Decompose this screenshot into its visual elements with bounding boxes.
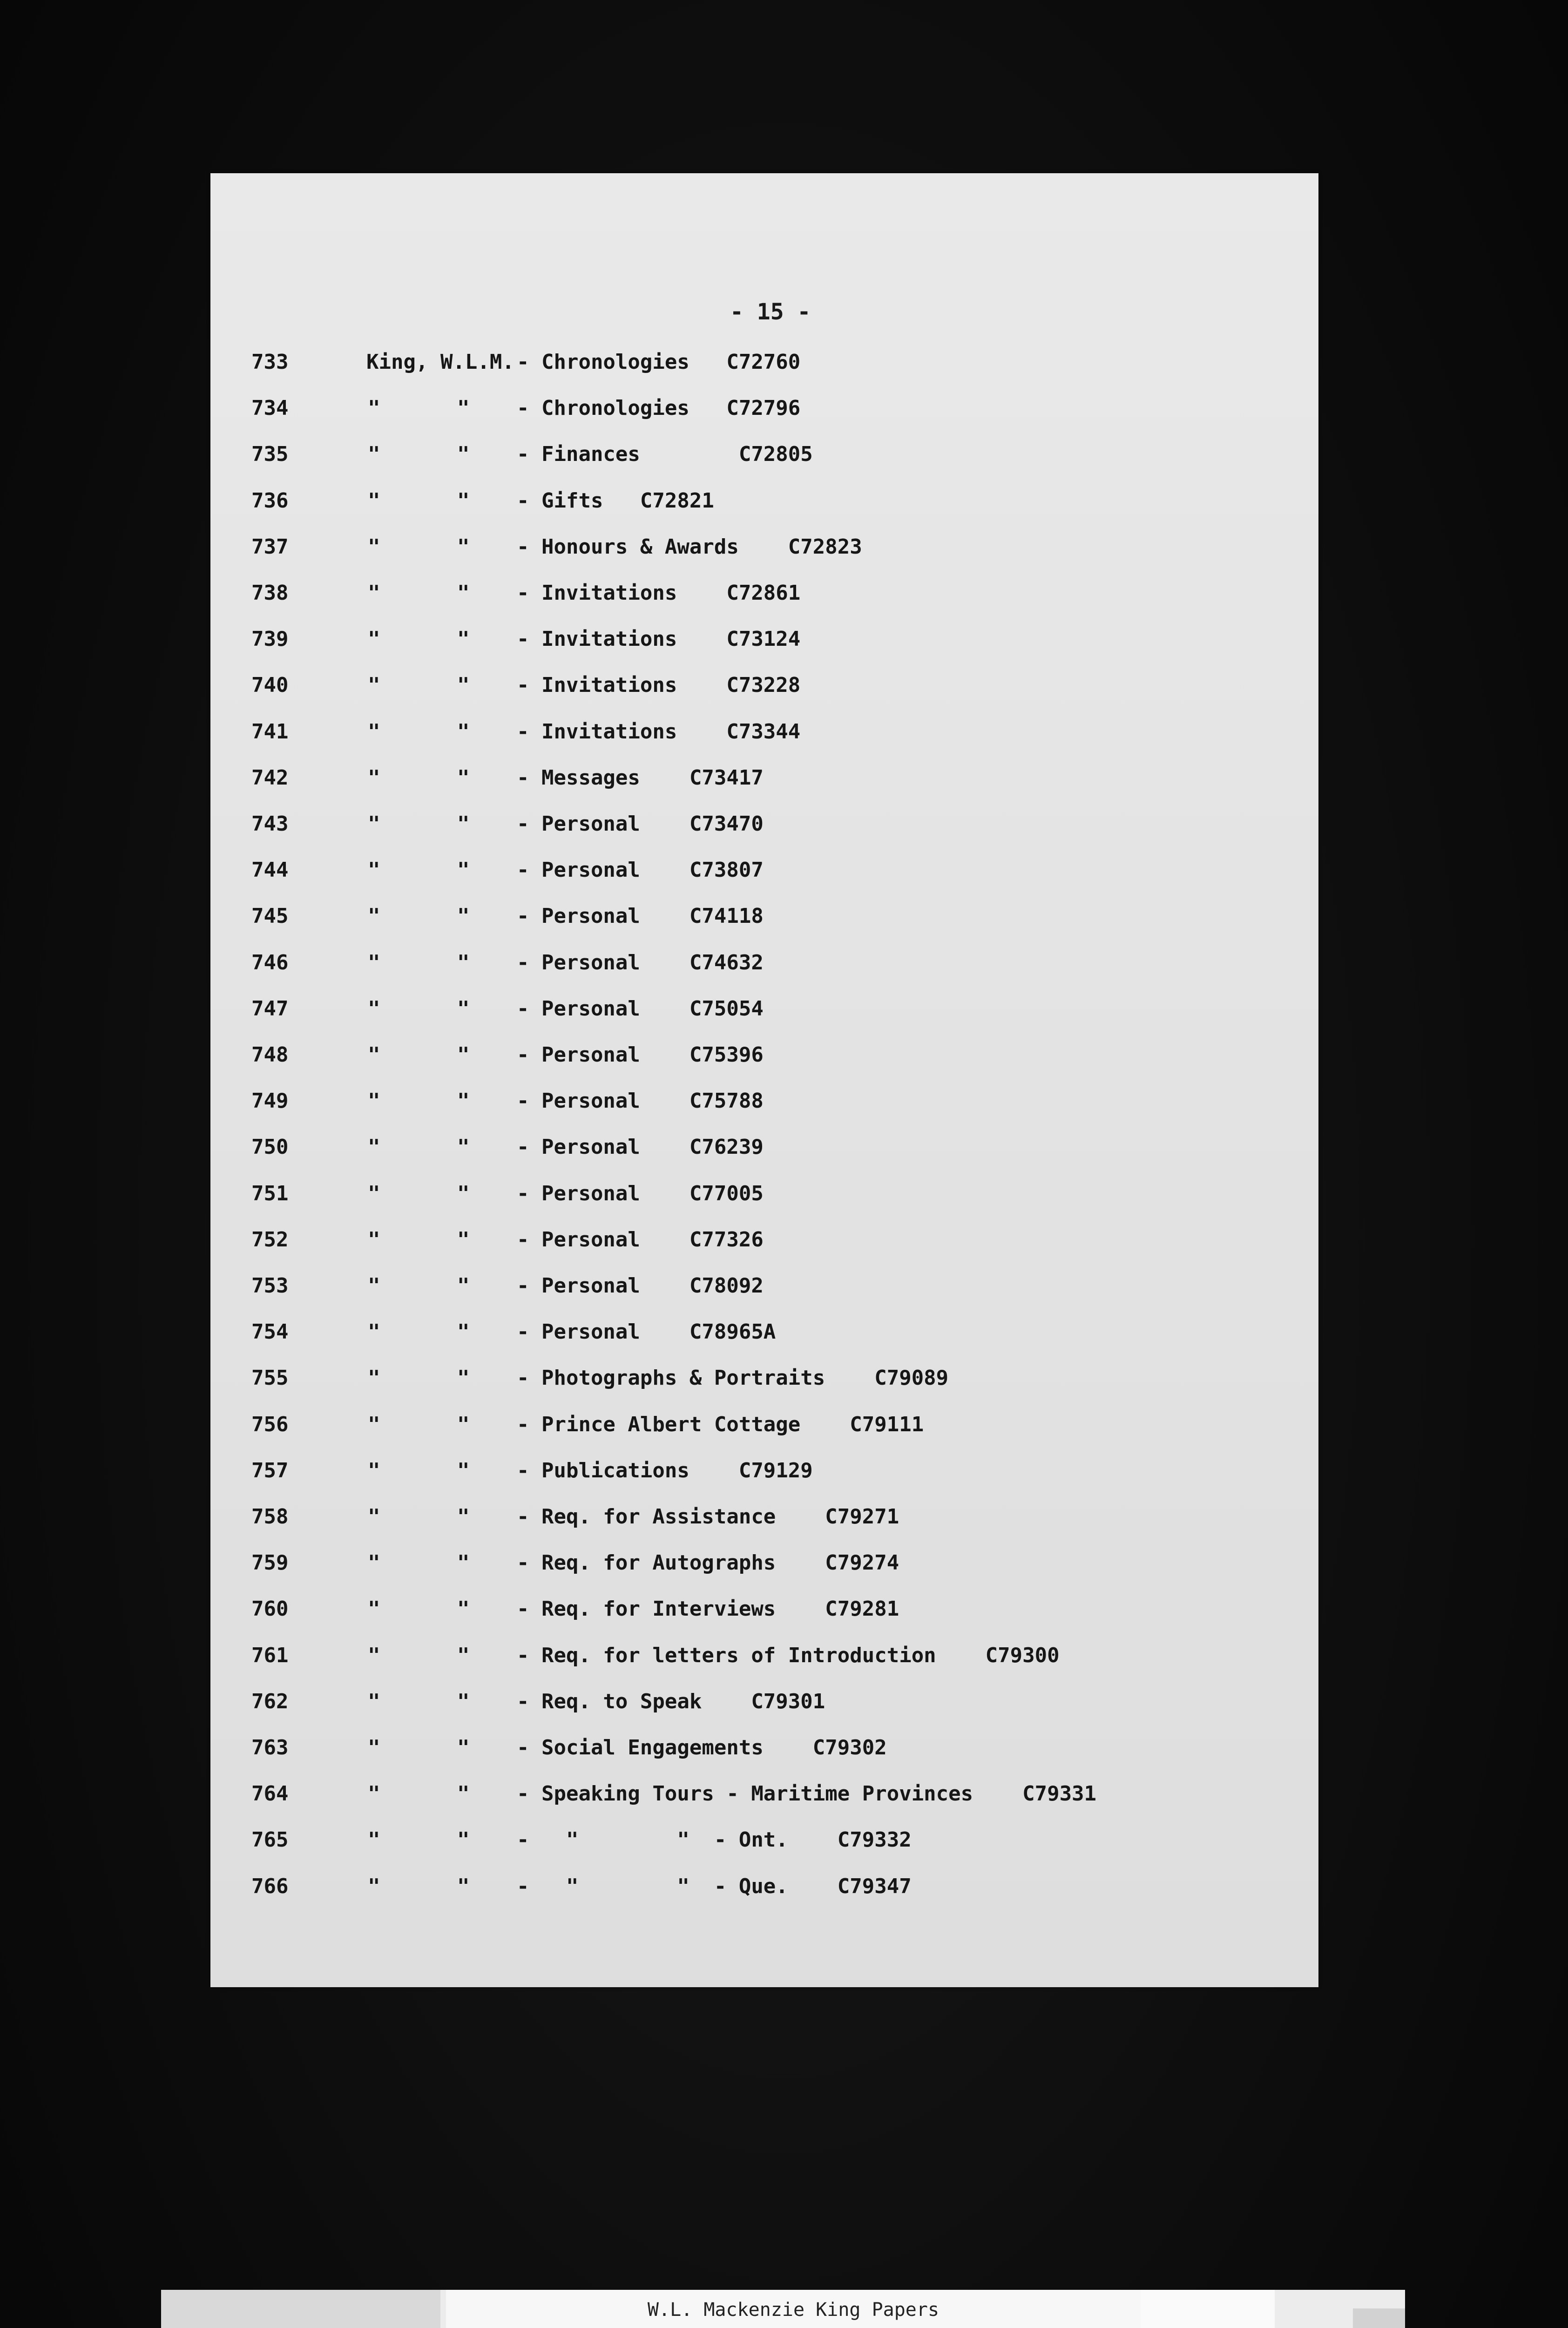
entry-number: 764 <box>251 1782 289 1806</box>
ditto-mark: " <box>368 1782 380 1806</box>
entry-subject: - Personal C78092 <box>517 1274 764 1298</box>
entry-number: 749 <box>251 1089 289 1113</box>
entry-number: 760 <box>251 1597 289 1621</box>
entry-number: 759 <box>251 1551 289 1575</box>
entry-subject: - Chronologies C72796 <box>517 396 801 420</box>
entry-number: 753 <box>251 1274 289 1298</box>
ditto-mark: " <box>457 1828 470 1852</box>
entry-subject: - Req. for letters of Introduction C79300 <box>517 1643 1060 1667</box>
index-entry <box>210 1644 1318 1681</box>
ditto-mark: " <box>457 1320 470 1344</box>
ditto-mark: " <box>457 442 470 467</box>
index-entry <box>210 766 1318 803</box>
index-entry <box>210 627 1318 664</box>
index-entry <box>210 1228 1318 1265</box>
ditto-mark: " <box>368 396 380 420</box>
ditto-mark: " <box>457 627 470 651</box>
page-number: - 15 - <box>730 299 811 325</box>
entry-subject: - Personal C78965A <box>517 1320 776 1344</box>
entry-number: 733 <box>251 350 289 374</box>
ditto-mark: " <box>457 535 470 559</box>
ditto-mark: " <box>368 1181 380 1205</box>
entry-number: 765 <box>251 1828 289 1852</box>
index-entry <box>210 350 1318 387</box>
entry-subject: - Honours & Awards C72823 <box>517 535 862 559</box>
index-entry <box>210 1690 1318 1727</box>
index-entry <box>210 812 1318 849</box>
ditto-mark: " <box>368 488 380 513</box>
entry-number: 754 <box>251 1320 289 1344</box>
label-tab <box>161 2290 440 2328</box>
entry-subject: - Personal C75788 <box>517 1089 764 1113</box>
entry-number: 738 <box>251 581 289 605</box>
ditto-mark: " <box>457 1089 470 1113</box>
entry-subject: - Invitations C72861 <box>517 581 801 605</box>
index-entry <box>210 720 1318 757</box>
index-entry <box>210 951 1318 988</box>
ditto-mark: " <box>457 1689 470 1713</box>
entry-subject: - Prince Albert Cottage C79111 <box>517 1412 924 1436</box>
entry-subject: - Personal C74118 <box>517 904 764 928</box>
index-entry <box>210 535 1318 572</box>
entry-subject: - Personal C77005 <box>517 1181 764 1205</box>
ditto-mark: " <box>368 1551 380 1575</box>
entry-number: 748 <box>251 1043 289 1067</box>
ditto-mark: " <box>368 950 380 975</box>
entry-subject: - Chronologies C72760 <box>517 350 801 374</box>
entry-subject: - Gifts C72821 <box>517 488 714 513</box>
ditto-mark: " <box>457 1874 470 1898</box>
entry-subject: - Speaking Tours - Maritime Provinces C79331 <box>517 1782 1097 1806</box>
ditto-mark: " <box>457 673 470 697</box>
ditto-mark: " <box>368 535 380 559</box>
ditto-mark: " <box>368 1227 380 1252</box>
entry-subject: - Personal C75396 <box>517 1043 764 1067</box>
ditto-mark: " <box>368 1089 380 1113</box>
index-entry <box>210 489 1318 526</box>
index-entry <box>210 581 1318 618</box>
ditto-mark: " <box>457 1505 470 1529</box>
entry-number: 750 <box>251 1135 289 1159</box>
entry-subject: - Personal C73807 <box>517 858 764 882</box>
entry-number: 762 <box>251 1689 289 1713</box>
ditto-mark: " <box>368 1274 380 1298</box>
entry-number: 751 <box>251 1181 289 1205</box>
entry-number: 743 <box>251 812 289 836</box>
ditto-mark: " <box>368 1828 380 1852</box>
entry-subject: - Personal C76239 <box>517 1135 764 1159</box>
entry-subject: - Req. for Interviews C79281 <box>517 1597 899 1621</box>
index-entry <box>210 858 1318 895</box>
entry-number: 735 <box>251 442 289 467</box>
ditto-mark: " <box>368 1874 380 1898</box>
ditto-mark: " <box>368 1597 380 1621</box>
ditto-mark: " <box>457 1782 470 1806</box>
ditto-mark: " <box>368 858 380 882</box>
entry-number: 740 <box>251 673 289 697</box>
entry-number: 755 <box>251 1366 289 1390</box>
entry-subject: - Req. for Assistance C79271 <box>517 1505 899 1529</box>
ditto-mark: " <box>457 1458 470 1482</box>
ditto-mark: " <box>457 1274 470 1298</box>
ditto-mark: " <box>368 1366 380 1390</box>
entry-subject: - Personal C75054 <box>517 996 764 1021</box>
entry-number: 756 <box>251 1412 289 1436</box>
index-entry <box>210 1274 1318 1311</box>
entry-number: 742 <box>251 765 289 790</box>
index-entry <box>210 1551 1318 1588</box>
ditto-mark: " <box>457 1597 470 1621</box>
ditto-mark: " <box>457 1412 470 1436</box>
ditto-mark: " <box>368 673 380 697</box>
entry-number: 745 <box>251 904 289 928</box>
entry-subject: - " " - Ont. C79332 <box>517 1828 912 1852</box>
entry-subject: - Finances C72805 <box>517 442 813 467</box>
ditto-mark: " <box>368 581 380 605</box>
entry-number: 746 <box>251 950 289 975</box>
index-entry <box>210 1875 1318 1912</box>
ditto-mark: " <box>457 996 470 1021</box>
entry-number: 736 <box>251 488 289 513</box>
ditto-mark: " <box>457 1643 470 1667</box>
entry-subject: - Invitations C73344 <box>517 719 801 744</box>
collection-name: W.L. Mackenzie King Papers <box>647 2299 939 2321</box>
ditto-mark: " <box>457 950 470 975</box>
entry-number: 761 <box>251 1643 289 1667</box>
ditto-mark: " <box>368 442 380 467</box>
entry-number: 747 <box>251 996 289 1021</box>
ditto-mark: " <box>457 1366 470 1390</box>
entry-subject: - Social Engagements C79302 <box>517 1736 887 1760</box>
index-entry <box>210 1043 1318 1080</box>
document-page <box>210 173 1318 1987</box>
ditto-mark: " <box>368 1412 380 1436</box>
collection-strip <box>446 2290 1141 2328</box>
entry-number: 766 <box>251 1874 289 1898</box>
index-entry <box>210 1736 1318 1773</box>
index-entry <box>210 1828 1318 1865</box>
entry-number: 758 <box>251 1505 289 1529</box>
ditto-mark: " <box>457 396 470 420</box>
index-entry <box>210 1505 1318 1542</box>
index-entry <box>210 1135 1318 1172</box>
index-entry <box>210 673 1318 711</box>
index-entry <box>210 396 1318 433</box>
ditto-mark: " <box>368 719 380 744</box>
index-entry <box>210 1597 1318 1634</box>
entry-number: 763 <box>251 1736 289 1760</box>
entry-subject: - Req. for Autographs C79274 <box>517 1551 899 1575</box>
index-entry <box>210 1459 1318 1496</box>
entry-name: King, W.L.M. <box>366 350 514 374</box>
index-entry <box>210 1366 1318 1403</box>
index-entry <box>210 1782 1318 1819</box>
entry-number: 757 <box>251 1458 289 1482</box>
ditto-mark: " <box>457 488 470 513</box>
ditto-mark: " <box>368 1043 380 1067</box>
ditto-mark: " <box>457 1135 470 1159</box>
ditto-mark: " <box>368 627 380 651</box>
ditto-mark: " <box>368 1643 380 1667</box>
label-tab <box>1141 2290 1275 2328</box>
ditto-mark: " <box>368 1736 380 1760</box>
entry-subject: - Invitations C73228 <box>517 673 801 697</box>
ditto-mark: " <box>368 1135 380 1159</box>
ditto-mark: " <box>368 1505 380 1529</box>
entry-subject: - Personal C77326 <box>517 1227 764 1252</box>
ditto-mark: " <box>368 1689 380 1713</box>
ditto-mark: " <box>457 1736 470 1760</box>
index-entry <box>210 1182 1318 1219</box>
entry-number: 741 <box>251 719 289 744</box>
ditto-mark: " <box>457 719 470 744</box>
entry-number: 744 <box>251 858 289 882</box>
ditto-mark: " <box>457 581 470 605</box>
ditto-mark: " <box>368 996 380 1021</box>
index-entry <box>210 997 1318 1034</box>
index-entry <box>210 904 1318 941</box>
index-entry <box>210 1089 1318 1126</box>
archive-label-card <box>161 2290 1405 2328</box>
index-entry <box>210 1413 1318 1450</box>
entry-subject: - Req. to Speak C79301 <box>517 1689 825 1713</box>
entry-subject: - Personal C73470 <box>517 812 764 836</box>
entry-subject: - Publications C79129 <box>517 1458 813 1482</box>
entry-subject: - Personal C74632 <box>517 950 764 975</box>
ditto-mark: " <box>368 904 380 928</box>
ditto-mark: " <box>457 858 470 882</box>
ditto-mark: " <box>457 1181 470 1205</box>
ditto-mark: " <box>457 765 470 790</box>
index-entry <box>210 1320 1318 1357</box>
ditto-mark: " <box>368 765 380 790</box>
entry-subject: - Invitations C73124 <box>517 627 801 651</box>
ditto-mark: " <box>457 1043 470 1067</box>
ditto-mark: " <box>457 904 470 928</box>
ditto-mark: " <box>457 1227 470 1252</box>
entry-subject: - Messages C73417 <box>517 765 764 790</box>
ditto-mark: " <box>457 812 470 836</box>
entry-number: 739 <box>251 627 289 651</box>
entry-subject: - " " - Que. C79347 <box>517 1874 912 1898</box>
ditto-mark: " <box>368 1320 380 1344</box>
entry-subject: - Photographs & Portraits C79089 <box>517 1366 949 1390</box>
entry-number: 737 <box>251 535 289 559</box>
label-edge <box>1353 2308 1405 2328</box>
ditto-mark: " <box>368 812 380 836</box>
entry-number: 752 <box>251 1227 289 1252</box>
entry-number: 734 <box>251 396 289 420</box>
ditto-mark: " <box>457 1551 470 1575</box>
ditto-mark: " <box>368 1458 380 1482</box>
index-entry <box>210 442 1318 480</box>
